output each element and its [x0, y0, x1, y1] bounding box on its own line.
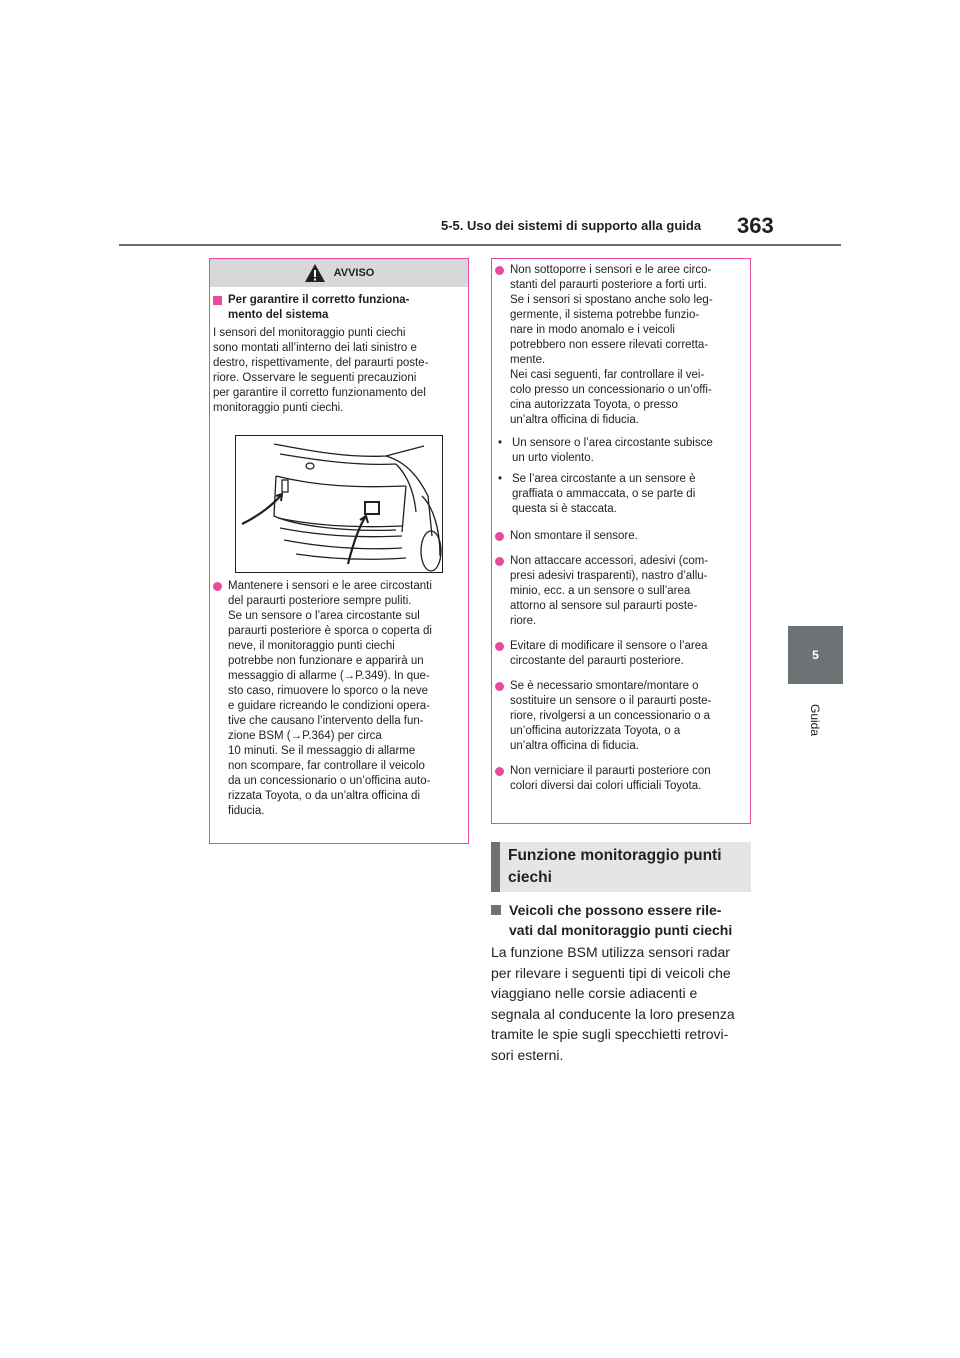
warning-intro: I sensori del monitoraggio punti ciechi sono montati all’interno dei lati sinistro e destro, rispettivamente, del paraurti poste- riore. Osservare le seguenti precauzioni per garantire il corretto funzionamento del monitoraggio punti ciechi. [213, 327, 429, 414]
rear-bumper-sensors-image [236, 436, 442, 572]
warning-heading: Per garantire il corretto funziona- mento del sistema [228, 294, 410, 321]
section-bullet-icon [213, 296, 222, 305]
warning-heading-block [213, 293, 465, 323]
sub-item: • Se l’area circostante a un sensore è graffiata o ammaccata, o se parte di questa si è staccata. [498, 473, 696, 515]
bullet-keep-clean-text: Mantenere i sensori e le aree circostanti del paraurti posteriore sempre puliti. Se un sensore o l’area circostante sul paraurti posteriore è sporca o coperta di neve, il monitoraggio punti ciechi potrebbe non funzionare e apparirà un messaggio di allarme (→P.349). In que- sto caso, rimuovere lo sporco o la neve e guidare ricreando le condizioni opera- tive che causano l’intervento della fun- zione BSM (→P.364) per circa 10 minuti. Se il messaggio di allarme non scompare, far controllare il veicolo da un concessionario o un’officina auto- rizzata Toyota, o da un’altra officina di fiducia. [228, 580, 432, 817]
heading-square-icon [491, 905, 501, 915]
bullet-text: Non verniciare il paraurti posteriore con colori diversi dai colori ufficiali Toyota. [510, 765, 711, 792]
bullet-dot-icon [213, 582, 222, 591]
bullet-text: Se è necessario smontare/montare o sostituire un sensore o il paraurti poste- riore, rivolgersi a un concessionario o a un’officina autorizzata Toyota, o a un’altra officina di fiducia. [510, 680, 712, 752]
bullet-text: Non smontare il sensore. [510, 530, 638, 542]
subsection-heading [491, 900, 753, 940]
bullet-text: Evitare di modificare il sensore o l’area circostante del paraurti posteriore. [510, 640, 708, 667]
sub-item-text: Se l’area circostante a un sensore è graffiata o ammaccata, o se parte di questa si è staccata. [512, 473, 696, 515]
bullet-dot-icon [495, 767, 504, 776]
bullet-dot-icon [495, 682, 504, 691]
section-header: 5-5. Uso dei sistemi di supporto alla guida [441, 218, 702, 233]
right-box-content [495, 263, 747, 802]
bullet-dot-icon [495, 557, 504, 566]
warning-triangle-icon [304, 263, 326, 283]
sub-item: • Un sensore o l’area circostante subisce un urto violento. [498, 437, 713, 464]
chapter-label [782, 700, 848, 740]
chapter-tab[interactable] [788, 626, 843, 684]
section-title [491, 842, 751, 892]
header-divider [119, 244, 841, 246]
rear-bumper-illustration [235, 435, 443, 573]
bullet-text: Non attaccare accessori, adesivi (com- presi adesivi trasparenti), nastro d’allu- minio, ecc. a un sensore o sull’area attorno al sensore sul paraurti poste- riore. [510, 555, 709, 627]
bullet-impact-text: Non sottoporre i sensori e le aree circo- stanti del paraurti posteriore a forti urti. Se i sensori si spostano anche solo leg- germente, il sistema potrebbe funzio- nare in modo anomalo e i veicoli potrebbero non essere rilevati corretta- mente. Nei casi seguenti, far controllare il vei- colo presso un concessionario o un’offi- cina autorizzata Toyota, o presso un’altra officina di fiducia. [510, 264, 713, 426]
bullet-keep-clean [213, 579, 465, 827]
section-body: La funzione BSM utilizza sensori radar per rilevare i seguenti tipi di veicoli che viaggiano nelle corsie adiacenti e segnala al conducente la loro presenza tramite le spie sugli specchietti retrovi- sori esterni. [491, 944, 735, 1063]
bullet-dot-icon [495, 532, 504, 541]
chapter-label-text: Guida [808, 703, 822, 737]
sub-item-text: Un sensore o l’area circostante subisce un urto violento. [512, 437, 713, 464]
bullet-dot-icon [495, 266, 504, 275]
chapter-number: 5 [812, 648, 819, 662]
warning-title: AVVISO [333, 267, 375, 279]
subsection-heading-text: Veicoli che possono essere rile- vati dal monitoraggio punti ciechi [509, 902, 733, 938]
section-title-text: Funzione monitoraggio punti ciechi [508, 847, 722, 886]
page-number: 363 [737, 213, 774, 238]
warning-header [210, 259, 468, 287]
bullet-dot-icon [495, 642, 504, 651]
